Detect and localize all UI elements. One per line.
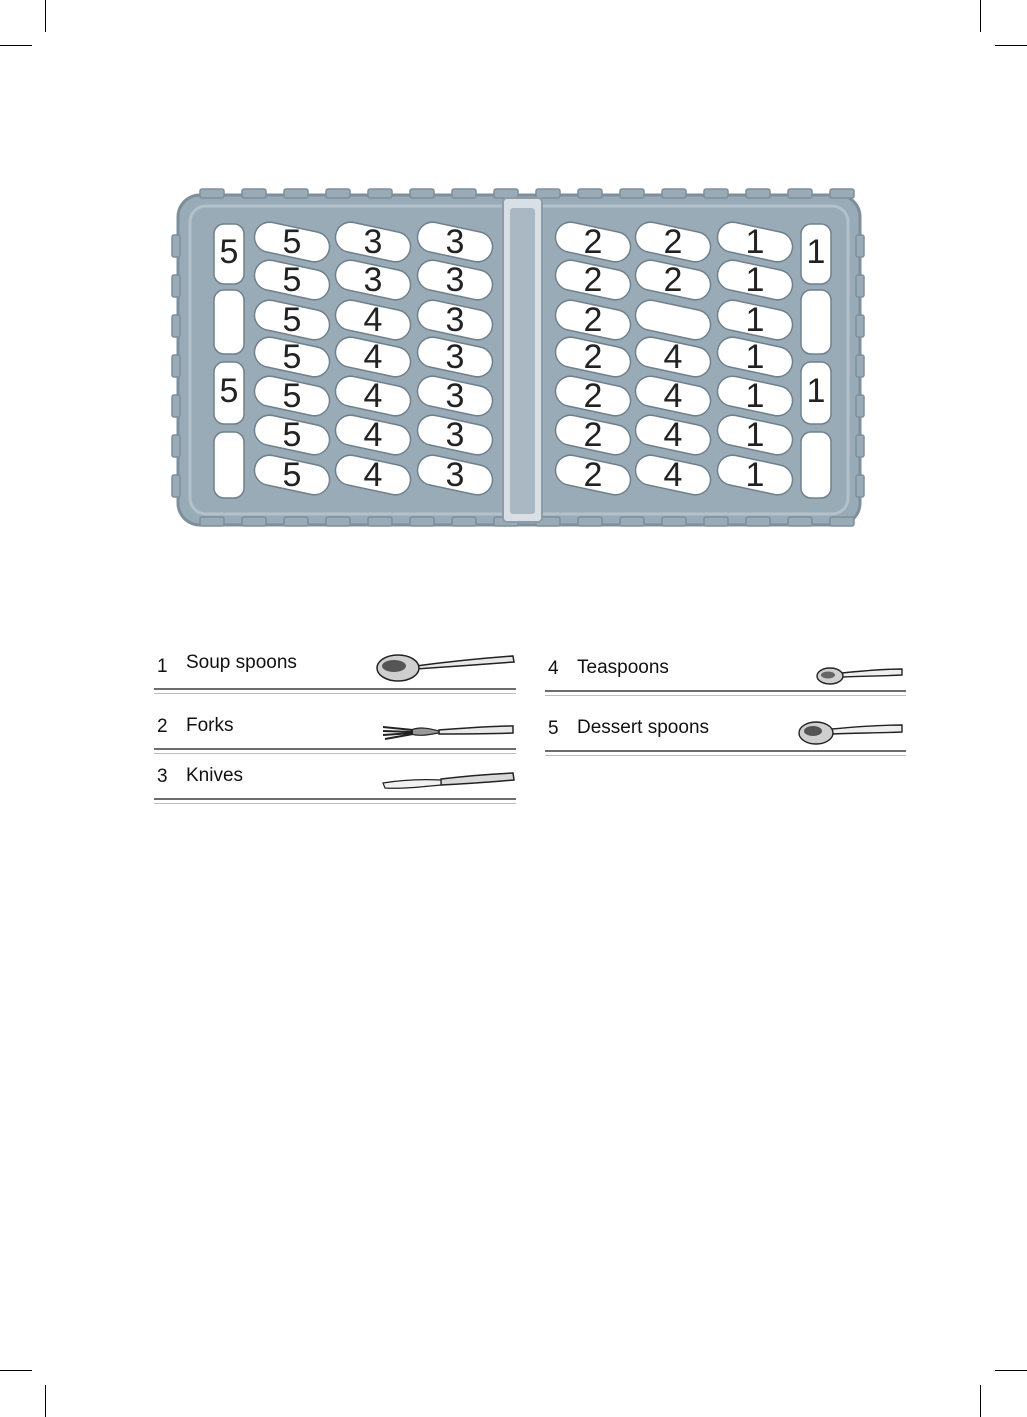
crop-mark: [980, 1385, 981, 1417]
legend-left: [154, 648, 516, 808]
slot-label: 3: [363, 222, 383, 261]
slot-label: 5: [282, 415, 302, 454]
legend-row-soup-spoons: [154, 648, 516, 690]
slot-label: 5: [282, 260, 302, 299]
tray-rim-bump: [284, 189, 308, 198]
legend-label: Teaspoons: [577, 657, 669, 678]
slot-label: 3: [445, 260, 465, 299]
tray-rim-bump: [494, 189, 518, 198]
fork-icon: [381, 720, 516, 744]
tray-rim-bump: [242, 517, 266, 526]
slot-label: 5: [219, 232, 239, 271]
slot-label: 4: [663, 376, 683, 415]
tray-rim-bump: [662, 189, 686, 198]
legend-right: [545, 648, 906, 758]
slot-label: 2: [663, 222, 683, 261]
slot-label: 2: [583, 337, 603, 376]
slot-label: 2: [583, 455, 603, 494]
legend-label: Knives: [186, 765, 244, 786]
dessert-spoon-icon: [798, 716, 906, 746]
slot-label: 1: [745, 337, 765, 376]
tray-rim-bump: [172, 275, 180, 297]
tray-rim-bump: [452, 189, 476, 198]
tray-rim-bump: [284, 517, 308, 526]
slot-label: 3: [445, 222, 465, 261]
knife-icon: [381, 770, 516, 794]
legend-number: 3: [157, 766, 168, 787]
legend-row-dessert-spoons: [545, 710, 906, 752]
legend-number: 2: [157, 716, 168, 737]
tray-rim-bump: [410, 517, 434, 526]
slot-label: 2: [583, 376, 603, 415]
tray-rim-bump: [172, 395, 180, 417]
legend-number: 5: [548, 718, 559, 739]
tray-rim-bump: [200, 189, 224, 198]
tray-rim-bump: [788, 189, 812, 198]
tray-rim-bump: [172, 435, 180, 457]
tray-rim-bump: [172, 475, 180, 497]
slot-label: 3: [445, 415, 465, 454]
tray-rim-bump: [746, 189, 770, 198]
tray-rim-bump: [704, 517, 728, 526]
slot-label: 5: [282, 376, 302, 415]
crop-mark: [995, 1370, 1027, 1371]
slot-label: 2: [583, 260, 603, 299]
tray-rim-bump: [326, 189, 350, 198]
slot-label: 1: [745, 300, 765, 339]
legend-row-forks: [154, 708, 516, 750]
tray-rim-bump: [620, 189, 644, 198]
soup-spoon-icon: [376, 648, 516, 684]
tray-handle-inner: [510, 208, 535, 514]
slot-label: 5: [282, 337, 302, 376]
tray-rim-bump: [172, 355, 180, 377]
legend-label: Dessert spoons: [577, 717, 710, 738]
tray-rim-bump: [830, 189, 854, 198]
cutlery-tray-diagram: [0, 0, 1027, 560]
slot-label: 4: [663, 455, 683, 494]
tray-rim-bump: [172, 235, 180, 257]
slot-label: 5: [282, 222, 302, 261]
tray-rim-bump: [410, 189, 434, 198]
crop-mark: [0, 1370, 32, 1371]
tray-rim-bump: [172, 315, 180, 337]
slot-label: 4: [363, 337, 383, 376]
tray-edge-slot: [801, 432, 831, 498]
teaspoon-icon: [816, 662, 906, 686]
tray-rim-bump: [242, 189, 266, 198]
slot-label: 1: [745, 415, 765, 454]
slot-label: 3: [363, 260, 383, 299]
slot-label: 4: [363, 415, 383, 454]
slot-label: 3: [445, 300, 465, 339]
slot-label: 3: [445, 455, 465, 494]
tray-edge-slot: [801, 290, 831, 354]
tray-rim-bump: [452, 517, 476, 526]
legend-number: 1: [157, 656, 168, 677]
tray-rim-bump: [788, 517, 812, 526]
tray-rim-bump: [662, 517, 686, 526]
slot-label: 1: [745, 376, 765, 415]
slot-label: 1: [745, 222, 765, 261]
slot-label: 4: [663, 337, 683, 376]
tray-rim-bump: [856, 275, 864, 297]
tray-rim-bump: [830, 517, 854, 526]
slot-label: 2: [583, 300, 603, 339]
tray-rim-bump: [856, 235, 864, 257]
tray-rim-bump: [536, 189, 560, 198]
crop-mark: [45, 1385, 46, 1417]
slot-label: 5: [282, 300, 302, 339]
tray-rim-bump: [746, 517, 770, 526]
tray-rim-bump: [856, 355, 864, 377]
tray-rim-bump: [368, 189, 392, 198]
tray-rim-bump: [578, 189, 602, 198]
tray-rim-bump: [704, 189, 728, 198]
slot-label: 2: [663, 260, 683, 299]
slot-label: 1: [745, 260, 765, 299]
tray-edge-slot: [214, 432, 244, 498]
slot-label: 5: [282, 455, 302, 494]
tray-rim-bump: [856, 315, 864, 337]
tray-rim-bump: [200, 517, 224, 526]
tray-rim-bump: [578, 517, 602, 526]
tray-rim-bump: [326, 517, 350, 526]
legend-row-knives: [154, 758, 516, 800]
slot-label: 1: [806, 232, 826, 271]
legend-number: 4: [548, 658, 559, 679]
slot-label: 5: [219, 371, 239, 410]
slot-label: 2: [583, 222, 603, 261]
slot-label: 2: [583, 415, 603, 454]
tray-edge-slot: [214, 290, 244, 354]
slot-label: 4: [363, 376, 383, 415]
tray-rim-bump: [856, 475, 864, 497]
legend-label: Forks: [186, 715, 234, 736]
slot-label: 1: [806, 371, 826, 410]
tray-rim-bump: [620, 517, 644, 526]
slot-label: 3: [445, 337, 465, 376]
slot-label: 4: [363, 455, 383, 494]
tray-rim-bump: [856, 435, 864, 457]
slot-label: 4: [663, 415, 683, 454]
tray-rim-bump: [856, 395, 864, 417]
slot-label: 4: [363, 300, 383, 339]
legend-label: Soup spoons: [186, 652, 297, 673]
slot-label: 1: [745, 455, 765, 494]
tray-rim-bump: [368, 517, 392, 526]
slot-label: 3: [445, 376, 465, 415]
legend-row-teaspoons: [545, 650, 906, 692]
